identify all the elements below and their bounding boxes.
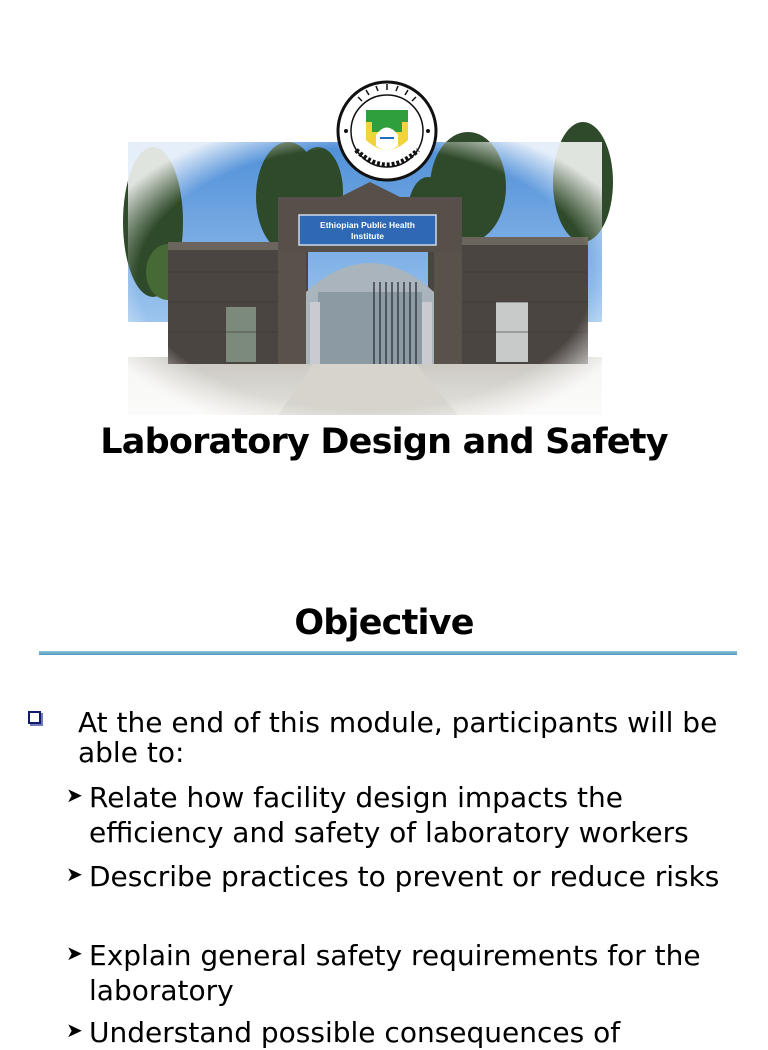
- institute-seal-logo: [336, 80, 438, 182]
- arrow-bullet-icon: ➤: [66, 783, 83, 807]
- arrow-bullet-icon: ➤: [66, 941, 83, 965]
- objective-item-text: Understand possible consequences of: [89, 1016, 621, 1049]
- objective-item-text: Describe practices to prevent or reduce risks: [89, 860, 720, 893]
- title-underline: [39, 651, 737, 655]
- slide-title: Laboratory Design and Safety: [100, 422, 668, 462]
- institute-gate-photo: [128, 142, 602, 415]
- objective-slide: [0, 545, 768, 1049]
- objective-item-text: Explain general safety requirements for the laboratory: [89, 939, 701, 1007]
- square-bullet-icon: [28, 711, 41, 724]
- main-bullet-text: At the end of this module, participants will be able to:: [78, 706, 718, 769]
- objective-item-text: Relate how facility design impacts the efficiency and safety of laboratory workers: [89, 781, 689, 849]
- objective-heading: Objective: [294, 603, 474, 643]
- arrow-bullet-icon: ➤: [66, 862, 83, 886]
- arrow-bullet-icon: ➤: [66, 1018, 83, 1042]
